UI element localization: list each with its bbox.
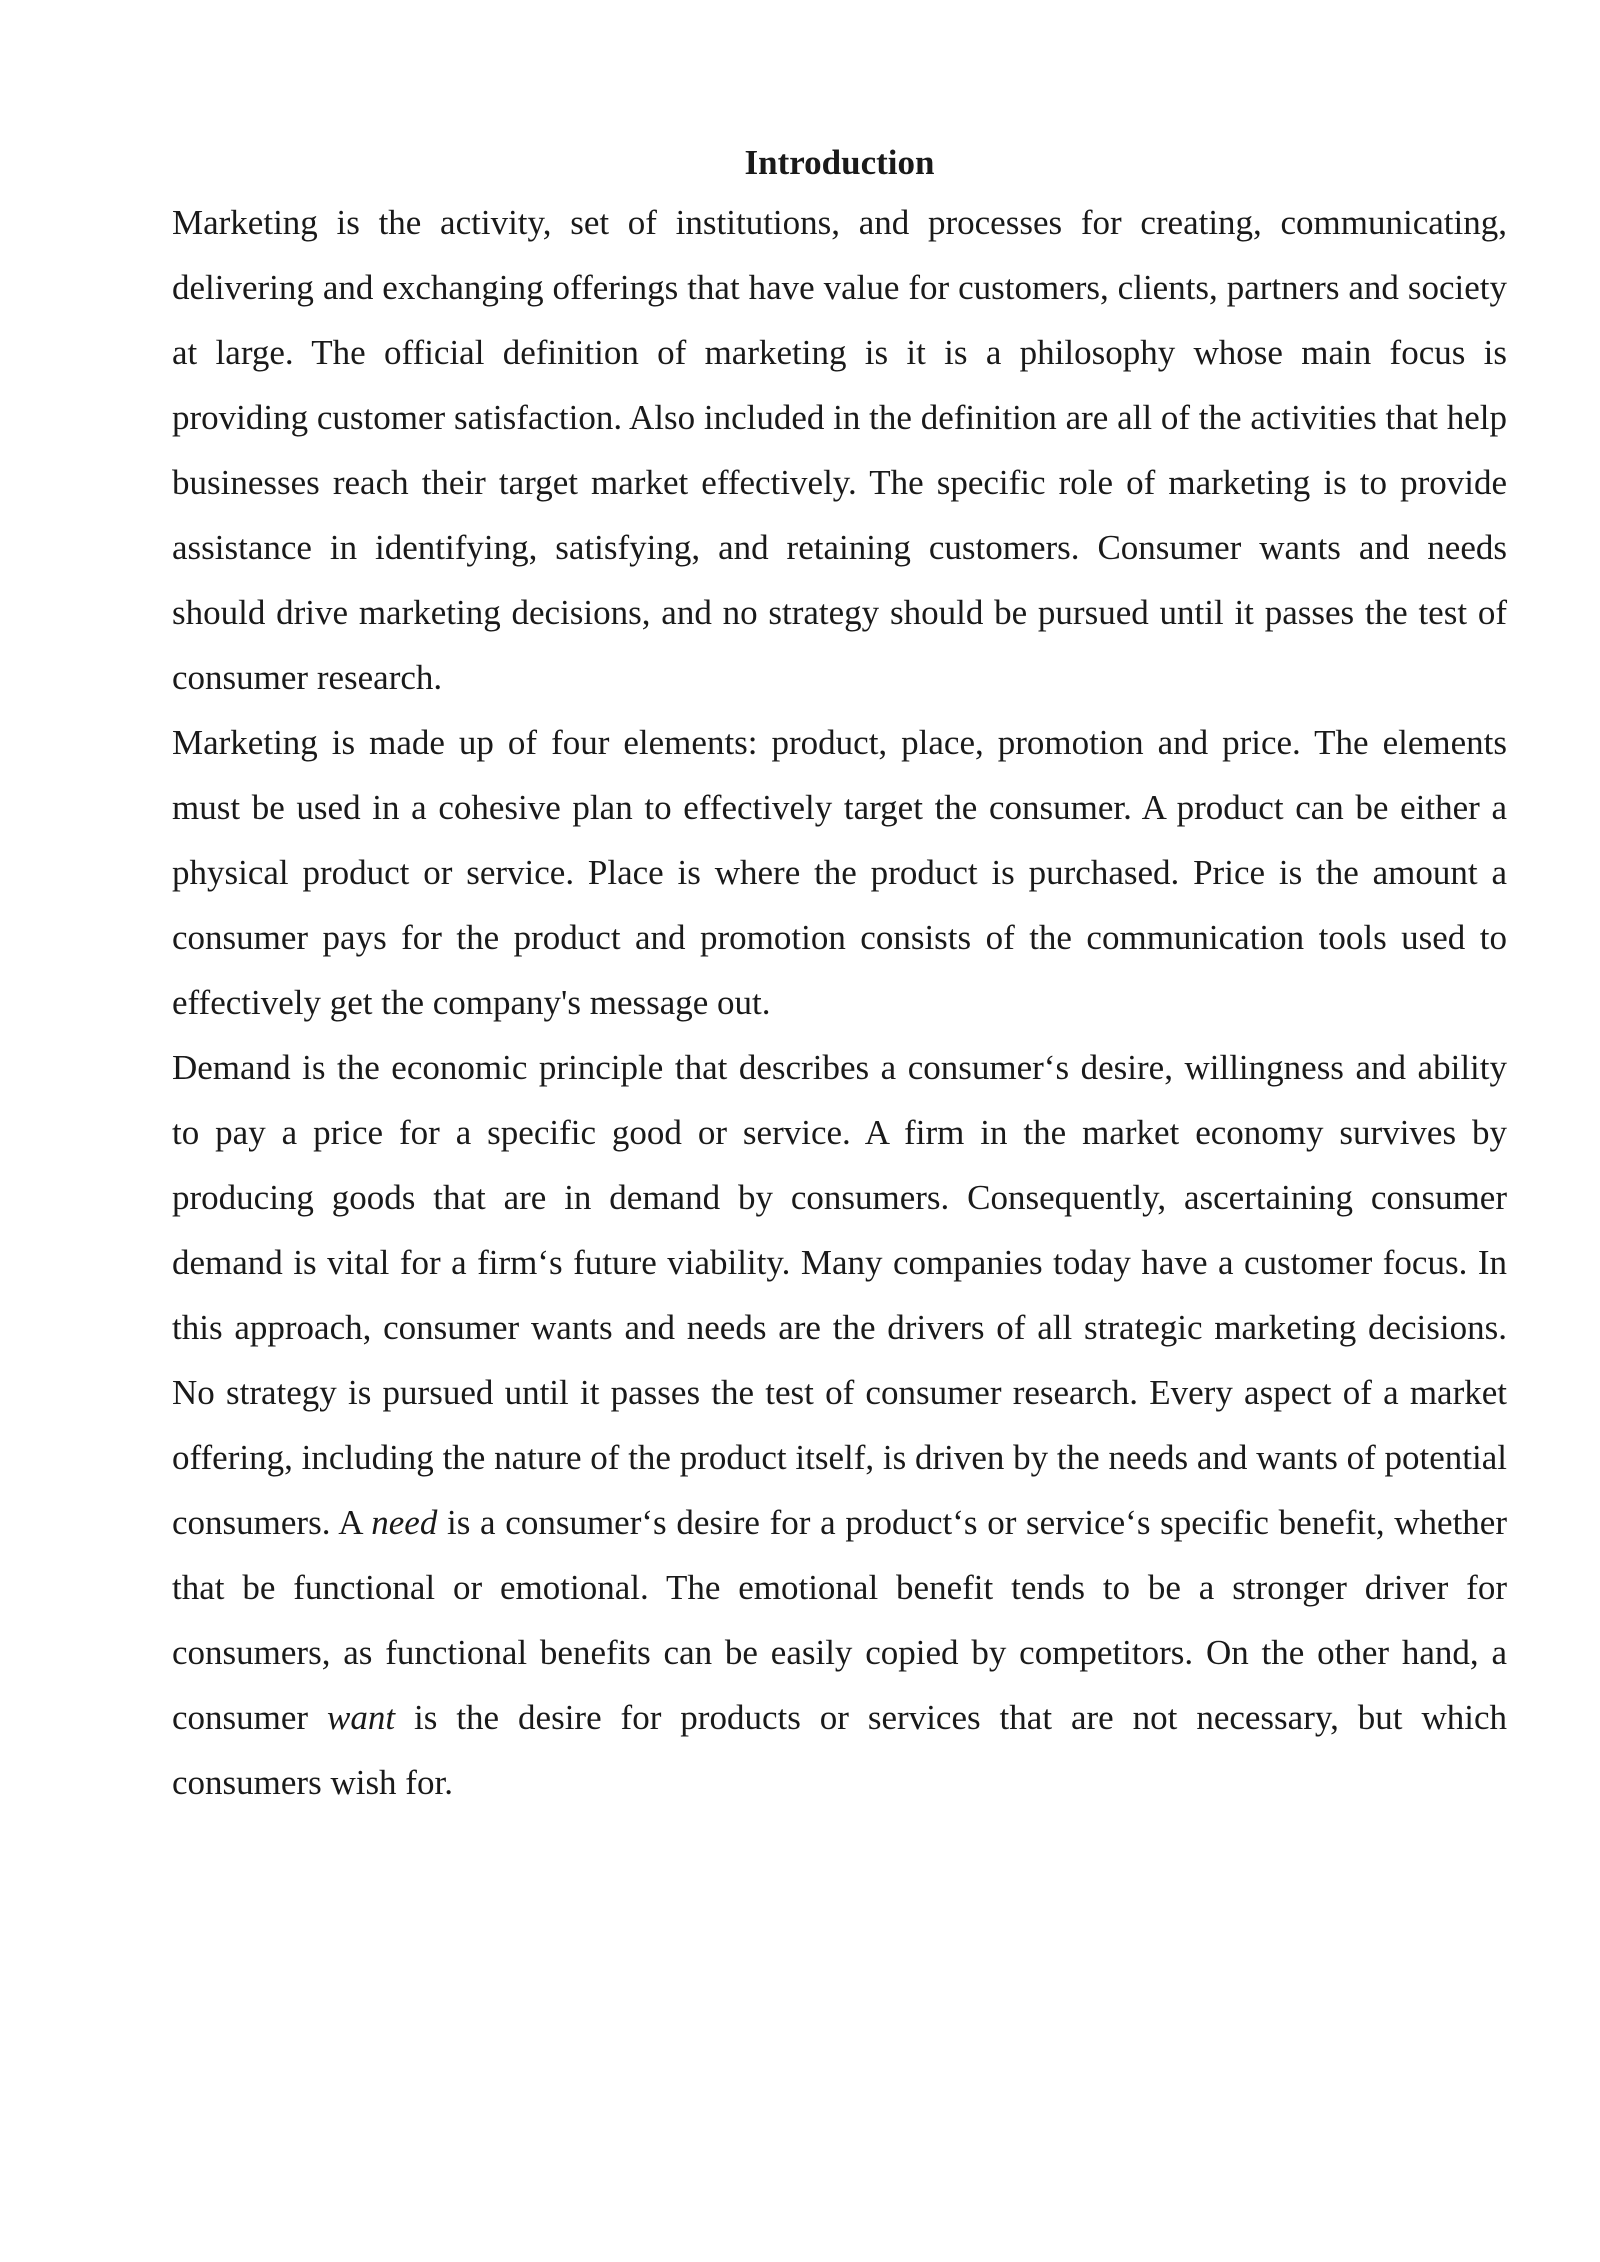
paragraph-demand-text-2: is a consumer‘s desire for a product‘s or service‘s specific benefit, whether that be functional or emotional. The emotional benefit tends to be a stronger driver for consumers, as functional benefits can be easily copied by competitors. On the other hand, a consumer bbox=[172, 1503, 1507, 1737]
document-body bbox=[172, 135, 1507, 1815]
paragraph-marketing-definition: Marketing is the activity, set of institutions, and processes for creating, communicating, delivering and exchanging offerings that have value for customers, clients, partners and society at large. The official definition of marketing is it is a philosophy whose main focus is providing customer satisfaction. Also included in the definition are all of the activities that help businesses reach their target market effectively. The specific role of marketing is to provide assistance in identifying, satisfying, and retaining customers. Consumer wants and needs should drive marketing decisions, and no strategy should be pursued until it passes the test of consumer research. bbox=[172, 203, 1507, 697]
section-heading: Introduction bbox=[744, 143, 935, 182]
emphasis-need: need bbox=[371, 1503, 438, 1542]
paragraph-demand-text-1: Demand is the economic principle that describes a consumer‘s desire, willingness and ability to pay a price for a specific good or service. A firm in the market economy survives by producing goods that are in demand by consumers. Consequently, ascertaining consumer demand is vital for a firm‘s future viability. Many companies today have a customer focus. In this approach, consumer wants and needs are the drivers of all strategic marketing decisions. No strategy is pursued until it passes the test of consumer research. Every aspect of a market offering, including the nature of the product itself, is driven by the needs and wants of potential consumers. A bbox=[172, 1048, 1507, 1542]
paragraph-marketing-elements: Marketing is made up of four elements: product, place, promotion and price. The elements must be used in a cohesive plan to effectively target the consumer. A product can be either a physical product or service. Place is where the product is purchased. Price is the amount a consumer pays for the product and promotion consists of the communication tools used to effectively get the company's message out. bbox=[172, 723, 1507, 1022]
paragraph-demand-text-3: is the desire for products or services that are not necessary, but which consumers wish for. bbox=[172, 1698, 1507, 1802]
paragraph-demand bbox=[172, 1035, 1507, 1815]
emphasis-want: want bbox=[327, 1698, 396, 1737]
